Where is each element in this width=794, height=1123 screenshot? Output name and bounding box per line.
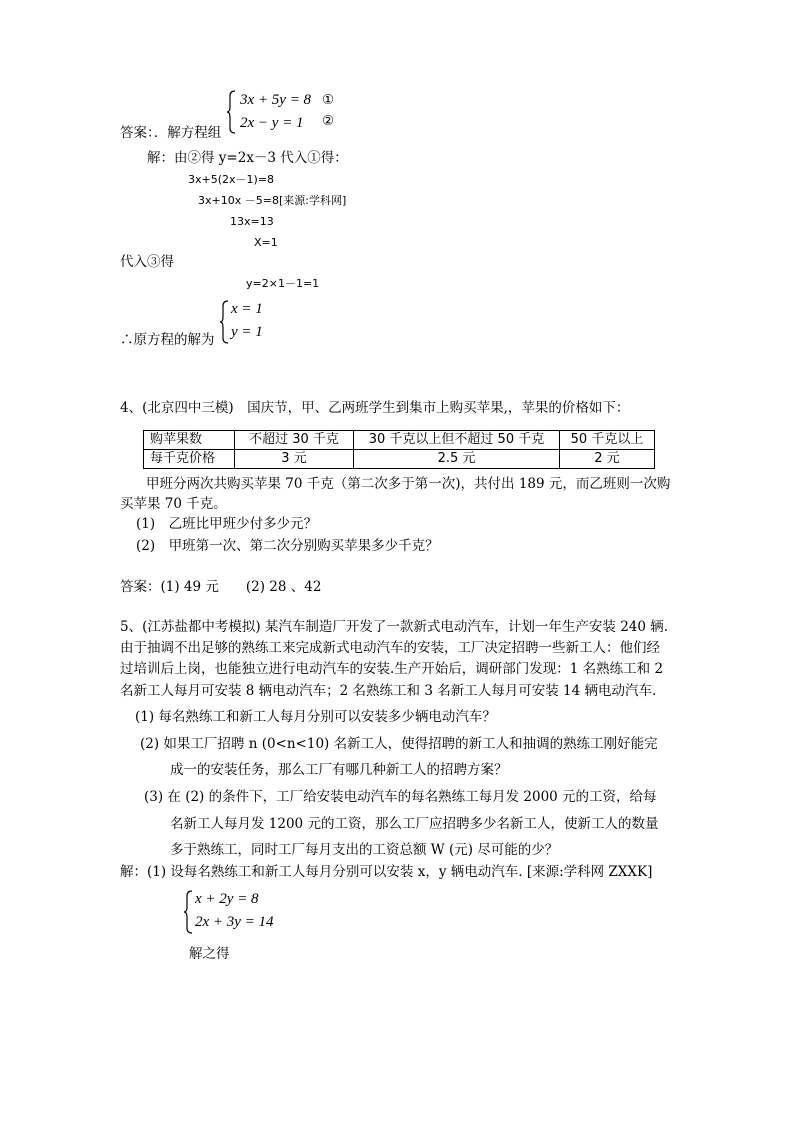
equation-mark-2: ②	[322, 113, 335, 129]
q5-sub-question-2-line-2: 成一的安装任务，那么工厂有哪几种新工人的招聘方案？	[170, 762, 508, 778]
solution-step-3: 13x=13	[230, 215, 274, 228]
q4-answer: 答案：(1) 49 元 (2) 28 、42	[120, 579, 322, 595]
q4-text-line-2: 买苹果 70 千克。	[120, 496, 227, 512]
result-equation-2: y = 1	[231, 324, 263, 340]
solution-step-2: 3x+10x －5=8[来源:学科网]	[198, 194, 347, 207]
table-cell: 50 千克以上	[560, 431, 655, 450]
q4-sub-question-1: (1) 乙班比甲班少付多少元？	[136, 516, 318, 532]
solution-step-4: X=1	[254, 236, 278, 249]
result-brace	[219, 300, 229, 344]
q5-sub-question-3-line-3: 多于熟练工，同时工厂每月支出的工资总额 W (元) 尽可能的少？	[170, 842, 559, 858]
q5-sub-question-1: (1) 每名熟练工和新工人每月分别可以安装多少辆电动汽车？	[135, 709, 496, 725]
table-row	[144, 450, 655, 469]
table-cell: 不超过 30 千克	[235, 431, 354, 450]
table-row	[144, 431, 655, 450]
q5-line-4: 名新工人每月可安装 8 辆电动汽车；2 名熟练工和 3 名新工人每月可安装 14 辆电动汽车.	[120, 683, 657, 699]
table-cell: 购苹果数	[144, 431, 235, 450]
answer-label: 答案：．解方程组	[120, 125, 222, 141]
q5-line-1: 5、(江苏盐都中考模拟) 某汽车制造厂开发了一款新式电动汽车，计划一年生产安装 240 辆.	[120, 619, 669, 635]
system-brace	[226, 90, 236, 134]
price-table	[143, 430, 655, 469]
system-equation-1: 3x + 5y = 8	[240, 92, 312, 108]
equation-mark-1: ①	[322, 92, 335, 108]
q5-sub-question-2-line-1: (2) 如果工厂招聘 n (0<n<10) 名新工人，使得招聘的新工人和抽调的熟练工刚好能完	[140, 736, 658, 752]
q4-sub-question-2: (2) 甲班第一次、第二次分别购买苹果多少千克？	[136, 538, 439, 554]
table-cell: 每千克价格	[144, 450, 235, 469]
q4-text-line-1: 甲班分两次共购买苹果 70 千克（第二次多于第一次)，共付出 189 元，而乙班则一次购	[146, 476, 671, 492]
q5-system-equation-1: x + 2y = 8	[195, 891, 259, 907]
result-label: ∴原方程的解为	[120, 332, 215, 348]
solution-step-1: 3x+5(2x－1)=8	[188, 173, 275, 186]
substitute-label: 代入③得	[120, 254, 174, 270]
q5-line-3: 过培训后上岗，也能独立进行电动汽车的安装.生产开始后，调研部门发现：1 名熟练工和 2	[120, 661, 664, 677]
table-cell: 2.5 元	[354, 450, 560, 469]
table-cell: 2 元	[560, 450, 655, 469]
q5-solution: 解：(1) 设每名熟练工和新工人每月分别可以安装 x，y 辆电动汽车. [来源:学科网 ZXXK]	[120, 864, 653, 880]
system-equation-2: 2x − y = 1	[240, 115, 304, 131]
solution-step-5: y=2×1－1=1	[246, 277, 320, 290]
q5-solve-label: 解之得	[189, 946, 230, 962]
q5-sub-question-3-line-2: 名新工人每月发 1200 元的工资，那么工厂应招聘多少名新工人，使新工人的数量	[170, 816, 659, 832]
solution-intro: 解：由②得 y=2x－3 代入①得：	[147, 150, 348, 166]
q5-system-brace	[183, 890, 193, 934]
table-cell: 3 元	[235, 450, 354, 469]
table-cell: 30 千克以上但不超过 50 千克	[354, 431, 560, 450]
q4-title: 4、(北京四中三模) 国庆节，甲、乙两班学生到集市上购买苹果,，苹果的价格如下：	[120, 400, 630, 416]
q5-system-equation-2: 2x + 3y = 14	[195, 914, 274, 930]
result-equation-1: x = 1	[231, 301, 263, 317]
q5-sub-question-3-line-1: (3) 在 (2) 的条件下，工厂给安装电动汽车的每名熟练工每月发 2000 元的工资，给每	[144, 789, 657, 805]
q5-line-2: 由于抽调不出足够的熟练工来完成新式电动汽车的安装，工厂决定招聘一些新工人：他们经	[120, 640, 660, 656]
